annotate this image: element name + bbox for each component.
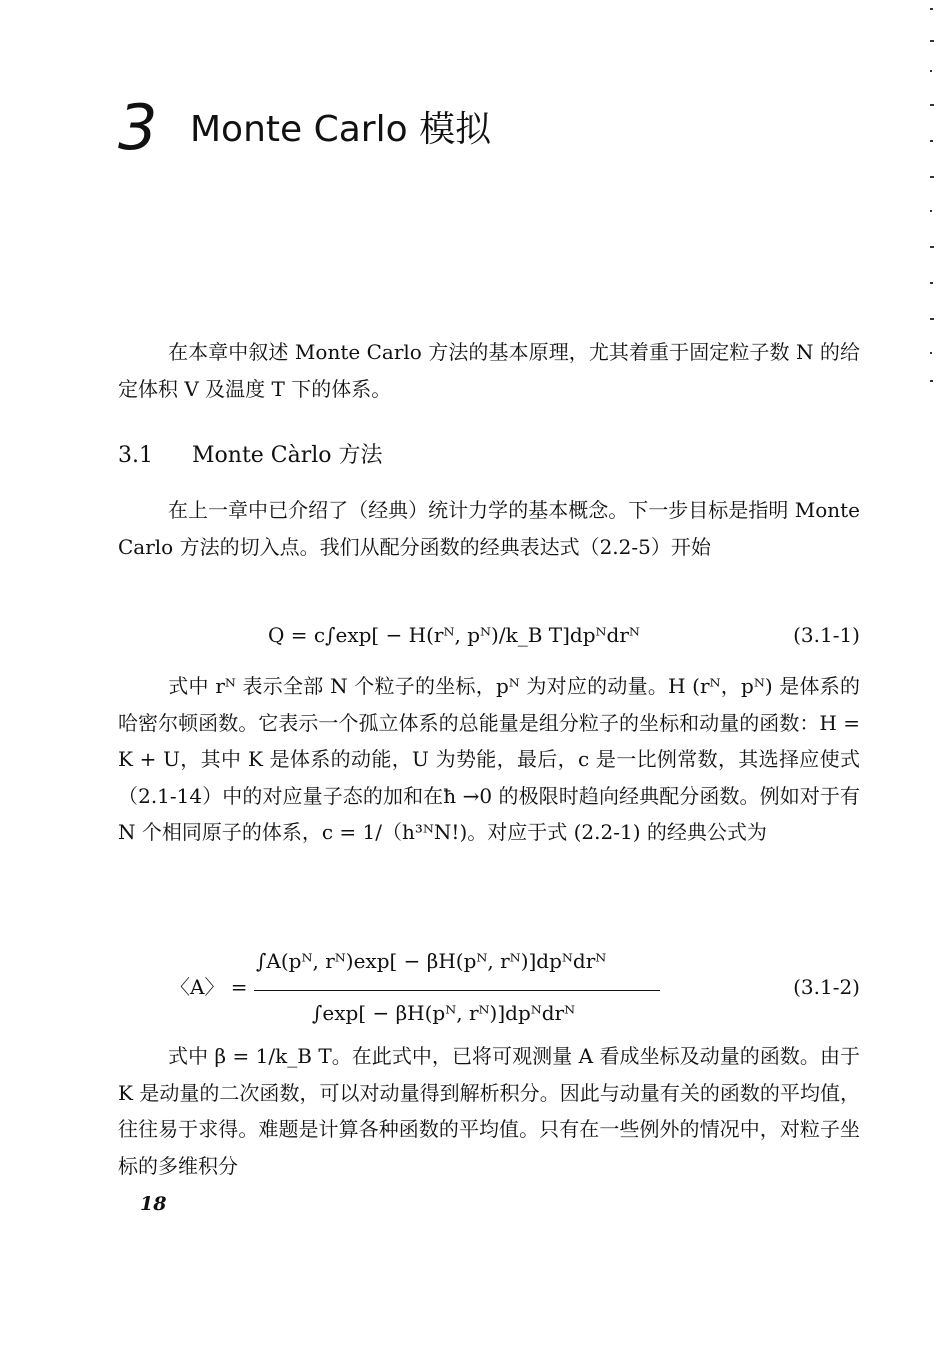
page-number: 18: [140, 1193, 167, 1215]
section-title: Monte Càrlo 方法: [192, 443, 383, 468]
section-heading: [118, 440, 383, 472]
intro-text: 在本章中叙述 Monte Carlo 方法的基本原理，尤其着重于固定粒子数 N 的给定体积 V 及温度 T 下的体系。: [118, 340, 860, 401]
intro-paragraph: [118, 334, 860, 407]
paragraph-1: [118, 492, 860, 565]
chapter-number: 3: [118, 91, 158, 164]
section-number: 3.1: [118, 443, 153, 468]
paragraph-3-text: 式中 β = 1/k_B T。在此式中，已将可观测量 A 看成坐标及动量的函数。由于 K 是动量的二次函数，可以对动量得到解析积分。因此与动量有关的函数的平均值，往往易于求得。难题是计算各种函数的平均值。只有在一些例外的情况中，对粒子坐标的多维积分: [118, 1044, 860, 1178]
paragraph-3: [118, 1038, 860, 1184]
equation-3-1-2-lhs: 〈A〉 =: [170, 975, 248, 999]
paragraph-2: [118, 668, 860, 851]
paragraph-1-text: 在上一章中已介绍了（经典）统计力学的基本概念。下一步目标是指明 Monte Carlo 方法的切入点。我们从配分函数的经典表达式（2.2-5）开始: [118, 498, 860, 559]
equation-3-1-2-number: (3.1-2): [793, 975, 860, 999]
equation-3-1-1-number: (3.1-1): [793, 623, 860, 647]
equation-3-1-2-numerator: ∫A(pᴺ, rᴺ)exp[ − βH(pᴺ, rᴺ)]dpᴺdrᴺ: [256, 949, 607, 973]
scan-edge-marks: [930, 0, 938, 390]
equation-3-1-1-body: Q = c∫exp[ − H(rᴺ, pᴺ)/k_B T]dpᴺdrᴺ: [268, 623, 640, 647]
chapter-title: Monte Carlo 模拟: [190, 109, 492, 150]
equation-3-1-2-denominator: ∫exp[ − βH(pᴺ, rᴺ)]dpᴺdrᴺ: [312, 1001, 576, 1025]
paragraph-2-text: 式中 rᴺ 表示全部 N 个粒子的坐标，pᴺ 为对应的动量。H (rᴺ，pᴺ) 是体系的哈密尔顿函数。它表示一个孤立体系的总能量是组分粒子的坐标和动量的函数：H = K + U，其中 K 是体系的动能，U 为势能，最后，c 是一比例常数，其选择应使式（2.1-14）中的对应量子态的加和在ħ →0 的极限时趋向经典配分函数。例如对于有 N 个相同原子的体系，c = 1/（h³ᴺN!)。对应于式 (2.2-1) 的经典公式为: [118, 674, 860, 844]
equation-3-1-1: [268, 618, 640, 652]
fraction-bar: [254, 990, 660, 991]
